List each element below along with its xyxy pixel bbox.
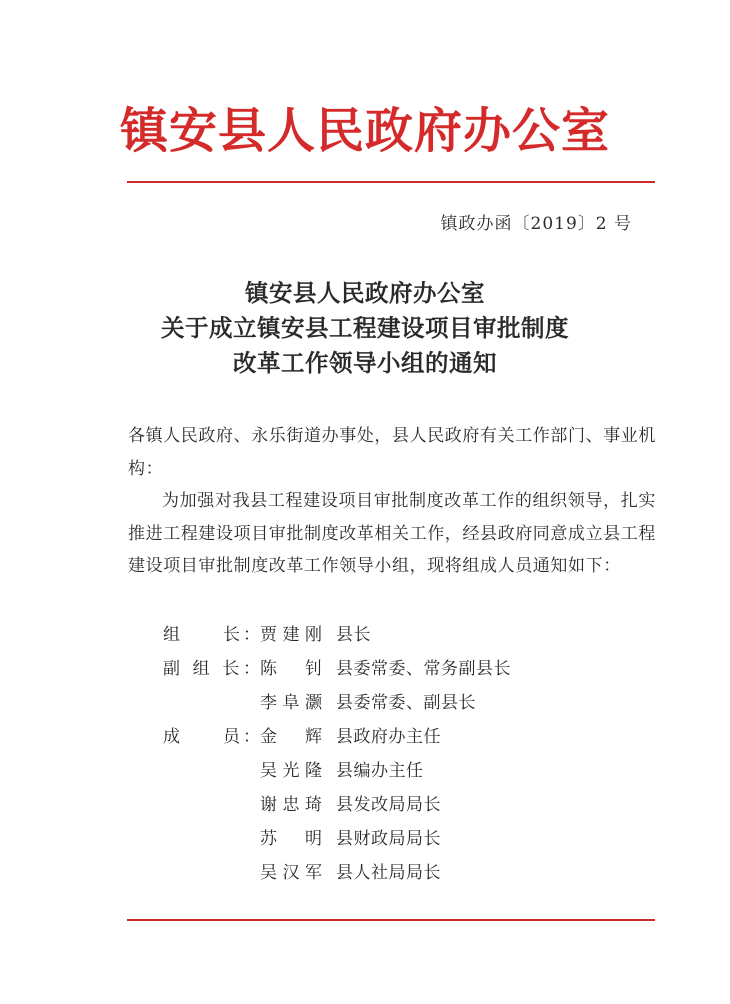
member-row: [163, 652, 511, 686]
title-line-3: 改革工作领导小组的通知: [233, 349, 497, 377]
letterhead-red-rule: [127, 181, 655, 183]
member-row: [163, 720, 511, 754]
notice-body: [128, 420, 656, 583]
member-role: 组 长：: [163, 625, 260, 645]
member-title: 县发改局局长: [336, 795, 441, 815]
member-name: 贾建刚: [260, 625, 322, 645]
member-row: [163, 686, 511, 720]
member-title: 县人社局局长: [336, 863, 441, 883]
member-role: 副 组 长：: [163, 659, 260, 679]
member-row: [163, 754, 511, 788]
member-role: [163, 686, 260, 720]
member-title: 县长: [336, 625, 371, 645]
member-row: [163, 788, 511, 822]
member-row: [163, 856, 511, 890]
member-title: 县委常委、副县长: [336, 693, 476, 713]
member-role: [163, 856, 260, 890]
member-name: 金 辉: [260, 727, 322, 747]
member-name: 陈 钊: [260, 659, 322, 679]
title-line-1: 镇安县人民政府办公室: [245, 279, 485, 307]
member-title: 县财政局局长: [336, 829, 441, 849]
member-role: 成 员：: [163, 727, 260, 747]
footer-red-rule: [127, 919, 655, 921]
title-line-2: 关于成立镇安县工程建设项目审批制度: [161, 314, 569, 342]
letterhead-title: 镇安县人民政府办公室: [119, 103, 610, 159]
member-title: 县编办主任: [336, 761, 424, 781]
member-title: 县政府办主任: [336, 727, 441, 747]
member-name: 苏 明: [260, 829, 322, 849]
document-number: 镇政办函〔2019〕2 号: [440, 214, 632, 234]
member-role: [163, 788, 260, 822]
body-paragraph: 为加强对我县工程建设项目审批制度改革工作的组织领导，扎实推进工程建设项目审批制度改革相关工作，经县政府同意成立县工程建设项目审批制度改革工作领导小组，现将组成人员通知如下：: [128, 491, 656, 576]
member-name: 谢忠琦: [260, 795, 322, 815]
member-role: [163, 822, 260, 856]
notice-title: [0, 276, 730, 381]
member-title: 县委常委、常务副县长: [336, 659, 511, 679]
member-row: [163, 822, 511, 856]
member-name: 吴汉军: [260, 863, 322, 883]
member-role: [163, 754, 260, 788]
addressee: 各镇人民政府、永乐街道办事处，县人民政府有关工作部门、事业机构：: [128, 426, 656, 479]
member-row: [163, 618, 511, 652]
member-list: [163, 618, 511, 890]
member-name: 吴光隆: [260, 761, 322, 781]
member-name: 李阜灏: [260, 693, 322, 713]
